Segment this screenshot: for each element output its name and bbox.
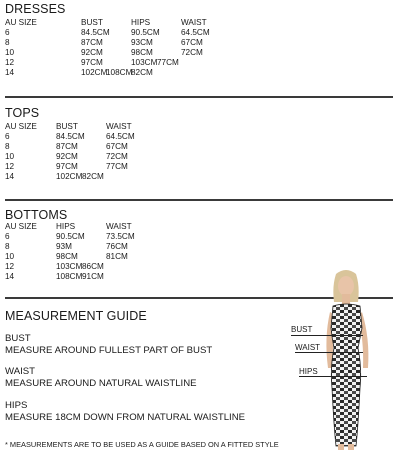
table-cell: 76CM <box>106 242 128 251</box>
bottoms-title: BOTTOMS <box>5 208 68 222</box>
table-cell: 8 <box>5 142 10 151</box>
guide-bust-text: MEASURE AROUND FULLEST PART OF BUST <box>5 345 213 356</box>
tops-header-size: AU SIZE <box>5 122 37 131</box>
table-cell: 87CM <box>81 38 103 47</box>
table-cell: 82CM <box>82 172 104 181</box>
guide-footnote: * MEASUREMENTS ARE TO BE USED AS A GUIDE BASED ON A FITTED STYLE <box>5 440 279 449</box>
table-cell: 82CM <box>131 68 153 77</box>
table-cell: 14 <box>5 172 15 181</box>
tops-header-waist: WAIST <box>106 122 132 131</box>
tops-title: TOPS <box>5 106 40 120</box>
table-cell: 67CM <box>181 38 203 47</box>
dresses-header-hips: HIPS <box>131 18 151 27</box>
table-cell: 6 <box>5 132 10 141</box>
model-figure <box>300 268 400 450</box>
table-cell: 90.5CM <box>131 28 160 37</box>
bottoms-header-size: AU SIZE <box>5 222 37 231</box>
guide-title: MEASUREMENT GUIDE <box>5 309 147 323</box>
table-cell: 14 <box>5 272 15 281</box>
bottoms-header-hips: HIPS <box>56 222 76 231</box>
table-cell: 93CM <box>131 38 153 47</box>
table-cell: 10 <box>5 48 15 57</box>
table-cell: 12 <box>5 58 15 67</box>
model-illustration <box>300 268 400 450</box>
model-hips-label: HIPS <box>299 367 318 376</box>
table-cell: 8 <box>5 242 10 251</box>
table-cell: 92CM <box>81 48 103 57</box>
table-cell: 90.5CM <box>56 232 85 241</box>
table-cell: 92CM <box>56 152 78 161</box>
guide-hips-text: MEASURE 18CM DOWN FROM NATURAL WAISTLINE <box>5 412 246 423</box>
table-cell: 6 <box>5 28 10 37</box>
guide-waist-text: MEASURE AROUND NATURAL WAISTLINE <box>5 378 197 389</box>
table-cell: 87CM <box>56 142 78 151</box>
table-cell: 67CM <box>106 142 128 151</box>
table-cell: 97CM <box>56 162 78 171</box>
table-cell: 10 <box>5 252 15 261</box>
table-cell: 64.5CM <box>106 132 135 141</box>
dresses-header-size: AU SIZE <box>5 18 37 27</box>
guide-hips-heading: HIPS <box>5 400 28 411</box>
guide-waist-heading: WAIST <box>5 366 36 377</box>
table-cell: 84.5CM <box>81 28 110 37</box>
table-cell: 72CM <box>181 48 203 57</box>
tops-header-bust: BUST <box>56 122 78 131</box>
model-bust-label: BUST <box>291 325 313 334</box>
table-cell: 73.5CM <box>106 232 135 241</box>
table-cell: 84.5CM <box>56 132 85 141</box>
table-cell: 103CM <box>56 262 83 271</box>
table-cell: 91CM <box>82 272 104 281</box>
table-cell: 8 <box>5 38 10 47</box>
table-cell: 14 <box>5 68 15 77</box>
hips-leader-line <box>299 376 367 377</box>
table-cell: 108CM <box>56 272 83 281</box>
table-cell: 102CM <box>81 68 108 77</box>
table-cell: 77CM <box>157 58 179 67</box>
table-cell: 10 <box>5 152 15 161</box>
section-divider <box>5 199 393 201</box>
table-cell: 98CM <box>56 252 78 261</box>
section-divider <box>5 96 393 98</box>
dresses-header-bust: BUST <box>81 18 103 27</box>
table-cell: 108CM <box>106 68 133 77</box>
bottoms-header-waist: WAIST <box>106 222 132 231</box>
table-cell: 6 <box>5 232 10 241</box>
table-cell: 86CM <box>82 262 104 271</box>
model-waist-label: WAIST <box>295 343 321 352</box>
table-cell: 102CM <box>56 172 83 181</box>
dresses-title: DRESSES <box>5 2 66 16</box>
table-cell: 97CM <box>81 58 103 67</box>
table-cell: 64.5CM <box>181 28 210 37</box>
table-cell: 93M <box>56 242 72 251</box>
table-cell: 72CM <box>106 152 128 161</box>
table-cell: 12 <box>5 162 15 171</box>
dresses-header-waist: WAIST <box>181 18 207 27</box>
table-cell: 12 <box>5 262 15 271</box>
table-cell: 103CM <box>131 58 158 67</box>
waist-leader-line <box>295 352 363 353</box>
table-cell: 77CM <box>106 162 128 171</box>
table-cell: 81CM <box>106 252 128 261</box>
table-cell: 98CM <box>131 48 153 57</box>
bust-leader-line <box>291 335 363 336</box>
guide-bust-heading: BUST <box>5 333 31 344</box>
